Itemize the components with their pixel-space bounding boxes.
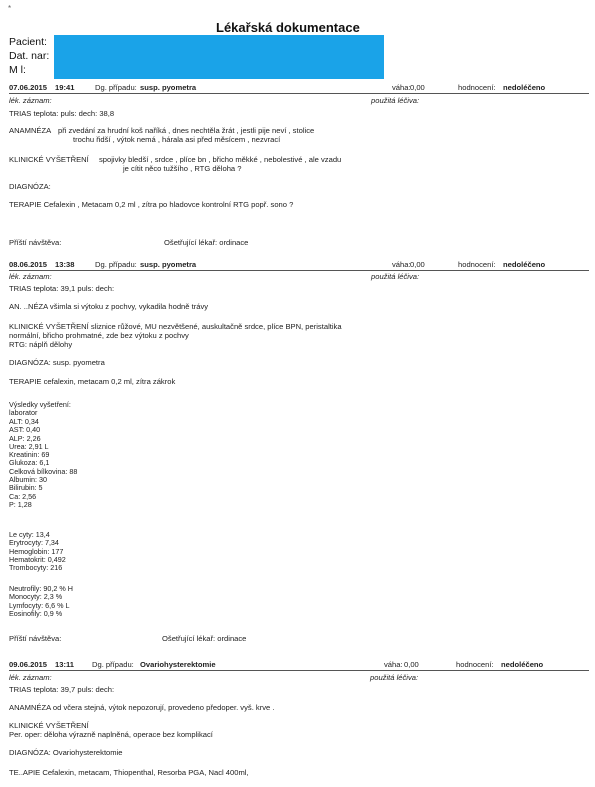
trias-line: TRIAS teplota: puls: dech: 38,8 bbox=[9, 109, 115, 118]
anamneza-text: ANAMNÉZA od včera stejná, výtok nepozorují, provedeno předoper. vyš. krve . bbox=[9, 703, 275, 712]
weight-label: váha: bbox=[384, 660, 403, 669]
corner-mark: * bbox=[8, 4, 12, 13]
record-label: lék. záznam: bbox=[9, 96, 52, 105]
lab-value: AST: 0,40 bbox=[9, 425, 41, 435]
lab-value: Kreatinin: 69 bbox=[9, 450, 50, 460]
case-value: Ovariohysterektomie bbox=[140, 660, 216, 669]
lab-value: P: 1,28 bbox=[9, 499, 32, 509]
lab-subtitle: laborator bbox=[9, 408, 38, 417]
exam-label: KLINICKÉ VYŠETŘENÍ bbox=[9, 155, 89, 164]
redaction-box bbox=[54, 35, 384, 79]
anamneza-text-2: trochu řidší , výtok nemá , hárala asi před měsícem , nezvrací bbox=[73, 135, 281, 144]
lab-value: Ca: 2,56 bbox=[9, 491, 37, 501]
therapy: TE..APIE Cefalexin, metacam, Thiopenthal, Resorba PGA, Nacl 400ml, bbox=[9, 768, 249, 777]
record-divider bbox=[9, 270, 589, 271]
case-label: Dg. případu: bbox=[92, 660, 134, 669]
case-label: Dg. případu: bbox=[95, 260, 137, 269]
meds-label: použitá léčiva: bbox=[371, 96, 420, 105]
lab-value: Monocyty: 2,3 % bbox=[9, 592, 63, 602]
record-date: 07.06.2015 bbox=[9, 83, 48, 92]
record-label: lék. záznam: bbox=[9, 272, 52, 281]
weight-value: 0,00 bbox=[410, 260, 425, 269]
case-label: Dg. případu: bbox=[95, 83, 137, 92]
record-date: 08.06.2015 bbox=[9, 260, 48, 269]
lab-group-differential bbox=[9, 585, 73, 618]
diagnosis: DIAGNÓZA: Ovariohysterektomie bbox=[9, 748, 123, 757]
lab-value: Le cyty: 13,4 bbox=[9, 530, 50, 539]
rating-label: hodnocení: bbox=[458, 260, 496, 269]
diagnosis: DIAGNÓZA: susp. pyometra bbox=[9, 358, 105, 367]
diagnosis: DIAGNÓZA: bbox=[9, 182, 51, 191]
rating-value: nedoléčeno bbox=[503, 260, 546, 269]
dob-label: Dat. nar: bbox=[9, 50, 50, 62]
lab-value: Hematokrit: 0,492 bbox=[9, 554, 66, 564]
weight-label: váha: bbox=[392, 260, 411, 269]
document-title: Lékařská dokumentace bbox=[216, 20, 360, 35]
lab-value: Bilirubin: 5 bbox=[9, 483, 43, 493]
record-time: 13:38 bbox=[55, 260, 75, 269]
therapy: TERAPIE Cefalexin , Metacam 0,2 ml , zítra po hladovce kontrolní RTG popř. sono ? bbox=[9, 200, 294, 209]
record-date: 09.06.2015 bbox=[9, 660, 48, 669]
patient-label: Pacient: bbox=[9, 36, 47, 48]
exam-text-2: normální, břicho prohmatné, zde bez výtoku z pochvy bbox=[9, 331, 189, 340]
anamneza-label: ANAMNÉZA bbox=[9, 126, 52, 135]
anamneza-text: při zvedání za hrudní koš naříká , dnes nechtěla žrát , jestli pije neví , stolice bbox=[58, 126, 315, 135]
case-value: susp. pyometra bbox=[140, 260, 197, 269]
exam-text-3: RTG: náplň dělohy bbox=[9, 340, 73, 349]
weight-value: 0,00 bbox=[404, 660, 419, 669]
attending-doctor: Ošetřující lékař: ordinace bbox=[164, 238, 249, 247]
record-time: 13:11 bbox=[55, 660, 75, 669]
therapy: TERAPIE cefalexin, metacam 0,2 ml, zítra zákrok bbox=[9, 377, 176, 386]
rating-label: hodnocení: bbox=[456, 660, 494, 669]
lab-value: Glukoza: 6,1 bbox=[9, 458, 50, 468]
attending-doctor: Ošetřující lékař: ordinace bbox=[162, 634, 247, 643]
exam-label: KLINICKÉ VYŠETŘENÍ bbox=[9, 721, 89, 730]
lab-value: Urea: 2,91 L bbox=[9, 441, 49, 451]
lab-value: Celková bílkovina: 88 bbox=[9, 466, 78, 476]
lab-value: ALP: 2,26 bbox=[9, 433, 41, 443]
lab-value: Trombocyty: 216 bbox=[9, 563, 63, 573]
record-time: 19:41 bbox=[55, 83, 75, 92]
next-visit: Příští návštěva: bbox=[9, 634, 62, 643]
meds-label: použitá léčiva: bbox=[370, 673, 419, 682]
lab-value: Neutrofily: 90,2 % H bbox=[9, 584, 73, 593]
trias-line: TRIAS teplota: 39,7 puls: dech: bbox=[9, 685, 115, 694]
lab-value: ALT: 0,34 bbox=[9, 417, 39, 426]
rating-value: nedoléčeno bbox=[503, 83, 546, 92]
lab-group-biochemistry bbox=[9, 418, 77, 509]
record-label: lék. záznam: bbox=[9, 673, 52, 682]
lab-value: Albumin: 30 bbox=[9, 475, 47, 485]
exam-text: spojivky bledší , srdce , plíce bn , břicho měkké , nebolestivé , ale vzadu bbox=[99, 155, 342, 164]
exam-text: KLINICKÉ VYŠETŘENÍ sliznice růžové, MU nezvětšené, auskultačně srdce, plíce BPN, peristaltika bbox=[9, 322, 342, 331]
record-divider bbox=[9, 670, 589, 671]
trias-line: TRIAS teplota: 39,1 puls: dech: bbox=[9, 284, 115, 293]
meds-label: použitá léčiva: bbox=[371, 272, 420, 281]
lab-title: Výsledky vyšetření: bbox=[9, 400, 71, 409]
rating-value: nedoléčeno bbox=[501, 660, 544, 669]
next-visit: Příští návštěva: bbox=[9, 238, 62, 247]
anamneza-text: AN. ..NÉZA všimla si výtoku z pochvy, vykadila hodně trávy bbox=[9, 302, 209, 311]
record-divider bbox=[9, 93, 589, 94]
owner-label: M l: bbox=[9, 64, 26, 76]
weight-value: 0,00 bbox=[410, 83, 425, 92]
lab-group-hematology bbox=[9, 531, 66, 572]
lab-value: Eosinofily: 0,9 % bbox=[9, 608, 63, 618]
exam-text-2: je cítit něco tužšího , RTG děloha ? bbox=[123, 164, 242, 173]
rating-label: hodnocení: bbox=[458, 83, 496, 92]
lab-value: Lymfocyty: 6,6 % L bbox=[9, 600, 70, 610]
exam-text: Per. oper: děloha výrazně naplněná, operace bez komplikací bbox=[9, 730, 213, 739]
weight-label: váha: bbox=[392, 83, 411, 92]
case-value: susp. pyometra bbox=[140, 83, 197, 92]
lab-value: Erytrocyty: 7,34 bbox=[9, 538, 59, 548]
lab-value: Hemoglobin: 177 bbox=[9, 546, 64, 556]
